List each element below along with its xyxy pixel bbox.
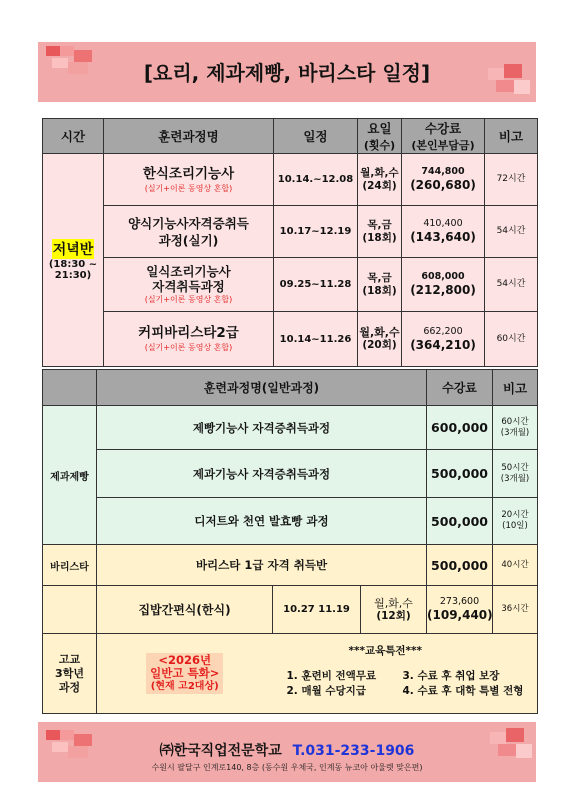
days-line: 월,화,수 <box>360 166 399 179</box>
table-row <box>43 498 538 545</box>
fee-self: (260,680) <box>410 178 476 192</box>
course-note <box>493 406 538 450</box>
benefits-line-1 <box>273 669 538 684</box>
time-range-1: (18:30 ~ <box>48 259 98 270</box>
course-period: 10.17~12.19 <box>274 206 358 258</box>
course-name: 제빵기능사 자격증취득과정 <box>97 406 427 450</box>
benefits-title: ***교육특전*** <box>348 645 423 657</box>
fee-self: (143,640) <box>410 230 476 244</box>
hs-promo-cell <box>97 634 273 714</box>
header-note: 비고 <box>485 119 538 154</box>
note-line: 50시간 <box>501 462 529 473</box>
fee-self: (109,440) <box>427 608 493 622</box>
course-fee: 600,000 <box>427 406 493 450</box>
page-title: [요리, 제과제빵, 바리스타 일정] <box>143 61 431 85</box>
course-name-line: 일식조리기능사 <box>146 264 231 279</box>
evening-course-table <box>42 118 538 367</box>
footer-contact <box>38 740 536 760</box>
course-days <box>358 154 402 206</box>
course-note: 54시간 <box>485 258 538 312</box>
course-fee: 500,000 <box>427 545 493 586</box>
course-name: 제과기능사 자격증취득과정 <box>97 450 427 498</box>
general-course-table <box>42 369 538 714</box>
header-blank <box>43 370 97 406</box>
note-line: (3개월) <box>500 473 530 484</box>
fee-total: 273,600 <box>439 596 480 607</box>
course-days <box>358 206 402 258</box>
course-period: 09.25~11.28 <box>274 258 358 312</box>
days-line: 목,금 <box>367 271 392 284</box>
count-line: (18회) <box>362 284 397 297</box>
course-note: 36시간 <box>493 586 538 634</box>
count-line: (20회) <box>362 339 397 351</box>
course-name <box>104 154 274 206</box>
promo-line: 일반고 특화> <box>150 666 220 680</box>
note-line: (3개월) <box>500 427 530 438</box>
fee-self: (212,800) <box>410 283 476 297</box>
promo-line: <2026년 <box>158 653 212 667</box>
fee-self: (364,210) <box>410 337 476 352</box>
school-name: ㈜한국직업전문학교 <box>159 743 282 759</box>
header-fee: 수강료 <box>427 370 493 406</box>
note-line: 60시간 <box>501 416 529 427</box>
course-name <box>104 206 274 258</box>
fee-total: 608,000 <box>421 271 465 282</box>
header-time: 시간 <box>43 119 104 154</box>
table-row <box>43 206 538 258</box>
course-fee <box>402 154 485 206</box>
header-course: 훈련과정명(일반과정) <box>97 370 427 406</box>
course-period: 10.27 11.19 <box>273 586 361 634</box>
course-name <box>104 258 274 312</box>
time-cell <box>43 154 104 367</box>
course-note: 40시간 <box>493 545 538 586</box>
benefits-line-2 <box>273 684 538 699</box>
table-row <box>43 406 538 450</box>
count-line: (12회) <box>376 609 411 622</box>
table-row <box>43 450 538 498</box>
course-name-line: 자격취득과정 <box>152 279 225 294</box>
note-line: 20시간 <box>501 510 529 520</box>
header-day-sub: (횟수) <box>363 139 396 152</box>
evening-label: 저녁반 <box>52 239 95 259</box>
course-note: 72시간 <box>485 154 538 206</box>
header-fee-sub: (본인부담금) <box>411 139 475 152</box>
table-row <box>43 545 538 586</box>
course-name: 집밥간편식(한식) <box>97 586 273 634</box>
header-period: 일정 <box>274 119 358 154</box>
hs-label-line: 고교 <box>58 652 81 666</box>
days-line: 월,화,수 <box>374 596 413 610</box>
footer-banner <box>38 722 536 782</box>
hs-label <box>43 634 97 714</box>
course-days <box>358 258 402 312</box>
course-fee <box>402 258 485 312</box>
hs-label-line: 3학년 <box>55 666 84 680</box>
footer-address: 수원시 팔달구 인계로140, 8층 (동수원 우체국, 인계동 뉴코아 아울렛 맞은편) <box>151 763 423 772</box>
note-line: (10일) <box>502 521 528 531</box>
days-line: 목,금 <box>367 218 392 231</box>
header-day <box>358 119 402 154</box>
fee-total: 744,800 <box>421 166 465 177</box>
course-name <box>104 312 274 367</box>
course-days <box>358 312 402 367</box>
benefit-1: 1. 훈련비 전액무료 <box>286 670 377 682</box>
count-line: (24회) <box>362 179 397 192</box>
header-note: 비고 <box>493 370 538 406</box>
course-name: 바리스타 1급 자격 취득반 <box>97 545 427 586</box>
hs-benefits <box>273 634 538 714</box>
meal-blank <box>43 586 97 634</box>
header-course: 훈련과정명 <box>104 119 274 154</box>
course-note <box>493 450 538 498</box>
course-sub: (실기+이론 동영상 혼합) <box>144 295 233 304</box>
course-sub: (실기+이론 동영상 혼합) <box>144 183 233 193</box>
table-row <box>43 634 538 714</box>
table-row <box>43 154 538 206</box>
course-note <box>493 498 538 545</box>
benefit-3: 3. 수료 후 취업 보장 <box>402 670 500 682</box>
bakery-label: 제과제빵 <box>43 406 97 545</box>
hs-label-line: 과정 <box>58 680 81 694</box>
course-name: 디저트와 천연 발효빵 과정 <box>97 498 427 545</box>
course-fee: 500,000 <box>427 450 493 498</box>
course-name-line: 한식조리기능사 <box>142 165 235 182</box>
course-sub: (실기+이론 동영상 혼합) <box>144 343 233 352</box>
course-period: 10.14~11.26 <box>274 312 358 367</box>
course-name-line: 과정(실기) <box>158 232 219 248</box>
days-line: 월,화,수 <box>359 326 400 339</box>
table-row <box>43 586 538 634</box>
table-row <box>43 258 538 312</box>
hs-promo <box>146 653 223 694</box>
course-days <box>361 586 427 634</box>
title-banner <box>38 42 536 102</box>
course-name-line: 양식기능사자격증취득 <box>128 215 249 231</box>
phone-number[interactable]: T.031-233-1906 <box>292 743 415 759</box>
benefit-2: 2. 매월 수당지급 <box>286 685 366 697</box>
benefit-4: 4. 수료 후 대학 특별 전형 <box>402 685 524 697</box>
course-fee <box>402 206 485 258</box>
header-fee-label: 수강료 <box>424 121 462 136</box>
count-line: (18회) <box>362 231 397 244</box>
header-day-label: 요일 <box>367 121 392 136</box>
course-fee <box>402 312 485 367</box>
time-range-2: 21:30) <box>54 270 92 281</box>
fee-total: 662,200 <box>423 325 463 337</box>
course-note: 60시간 <box>485 312 538 367</box>
course-period: 10.14.~12.08 <box>274 154 358 206</box>
fee-total: 410,400 <box>423 218 463 229</box>
table-row <box>43 312 538 367</box>
course-fee: 500,000 <box>427 498 493 545</box>
course-note: 54시간 <box>485 206 538 258</box>
barista-label: 바리스타 <box>43 545 97 586</box>
course-fee <box>427 586 493 634</box>
header-fee <box>402 119 485 154</box>
promo-line: (현재 고2대상) <box>150 681 219 692</box>
course-name-line: 커피바리스타2급 <box>138 325 239 341</box>
